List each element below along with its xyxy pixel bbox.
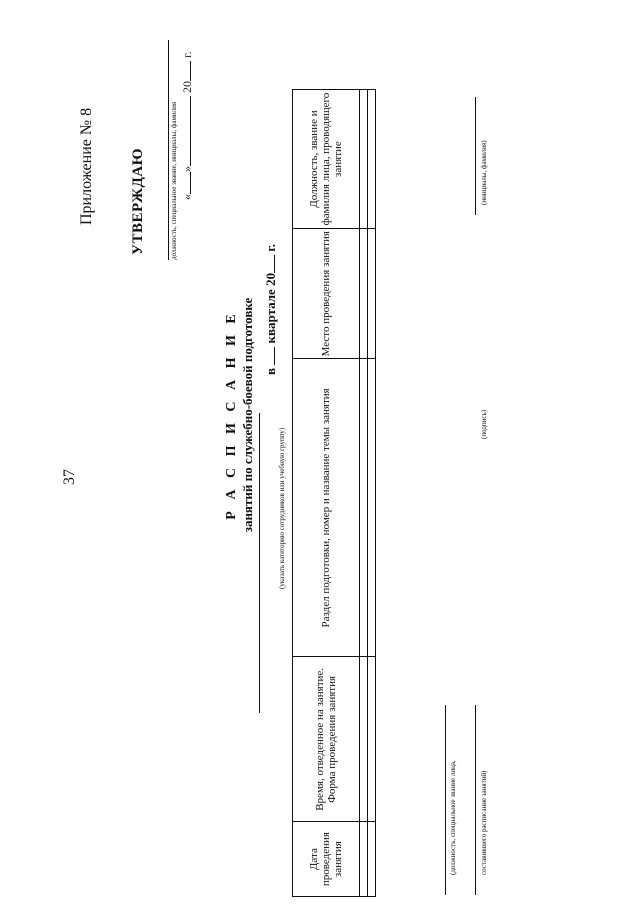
table-cell[interactable]: [368, 822, 376, 897]
group-caption: (указать категорию сотрудников или учебную группу): [278, 427, 286, 589]
signature-caption: (подпись): [480, 409, 488, 439]
table-header-row: [293, 90, 360, 897]
table-cell[interactable]: [360, 90, 368, 229]
quarter-number-blank[interactable]: [274, 347, 275, 365]
initials-caption: (инициалы, фамилия): [480, 140, 488, 205]
appendix-label: Приложение № 8: [78, 107, 95, 225]
initials-line[interactable]: [475, 97, 476, 215]
page-number: 37: [61, 469, 78, 485]
quarter-line: [263, 244, 279, 375]
author-position-line-2[interactable]: [475, 705, 476, 895]
author-caption-2: составившего расписание занятий): [480, 770, 488, 875]
date-open-quote: «: [180, 194, 194, 200]
table-cell[interactable]: [368, 90, 376, 229]
date-year-suffix: г.: [180, 51, 194, 58]
date-year-prefix: 20: [180, 81, 194, 93]
date-close-quote: »: [180, 166, 194, 172]
header-time: Время, отведенное на занятие. Форма проведения занятия: [293, 657, 360, 822]
header-person: Должность, звание и фамилия лица, проводящего занятие: [293, 90, 360, 229]
date-month-blank[interactable]: [190, 96, 191, 166]
table-cell[interactable]: [368, 657, 376, 822]
table-row: [368, 90, 376, 897]
table-cell[interactable]: [360, 229, 368, 359]
header-place: Место проведения занятия: [293, 229, 360, 359]
author-position-line[interactable]: [445, 705, 446, 895]
table-cell[interactable]: [360, 359, 368, 657]
approve-caption: должность, специальное звание, инициалы, фамилия: [170, 101, 178, 260]
table-cell[interactable]: [368, 359, 376, 657]
approve-signature-line[interactable]: [168, 40, 169, 260]
quarter-year-suffix: г.: [263, 243, 278, 252]
schedule-subtitle: занятий по служебно-боевой подготовке: [240, 297, 255, 533]
quarter-in: в: [263, 367, 278, 375]
quarter-year-blank[interactable]: [274, 255, 275, 273]
table-cell[interactable]: [368, 229, 376, 359]
table-cell[interactable]: [360, 657, 368, 822]
approve-date: [180, 51, 195, 200]
schedule-title: Р А С П И С А Н И Е: [224, 310, 239, 520]
author-caption-1: (должность, специальное звание лица,: [449, 760, 457, 875]
quarter-label: квартале 20: [263, 272, 278, 344]
group-blank-line[interactable]: [259, 413, 260, 713]
table-row: [360, 90, 368, 897]
approve-heading: УТВЕРЖДАЮ: [130, 147, 146, 255]
date-year-blank[interactable]: [190, 61, 191, 81]
schedule-table: [292, 89, 376, 897]
date-day-blank[interactable]: [190, 172, 191, 194]
header-section: Раздел подготовки, номер и название темы занятия: [293, 359, 360, 657]
header-date: Дата проведения занятия: [293, 822, 360, 897]
table-cell[interactable]: [360, 822, 368, 897]
